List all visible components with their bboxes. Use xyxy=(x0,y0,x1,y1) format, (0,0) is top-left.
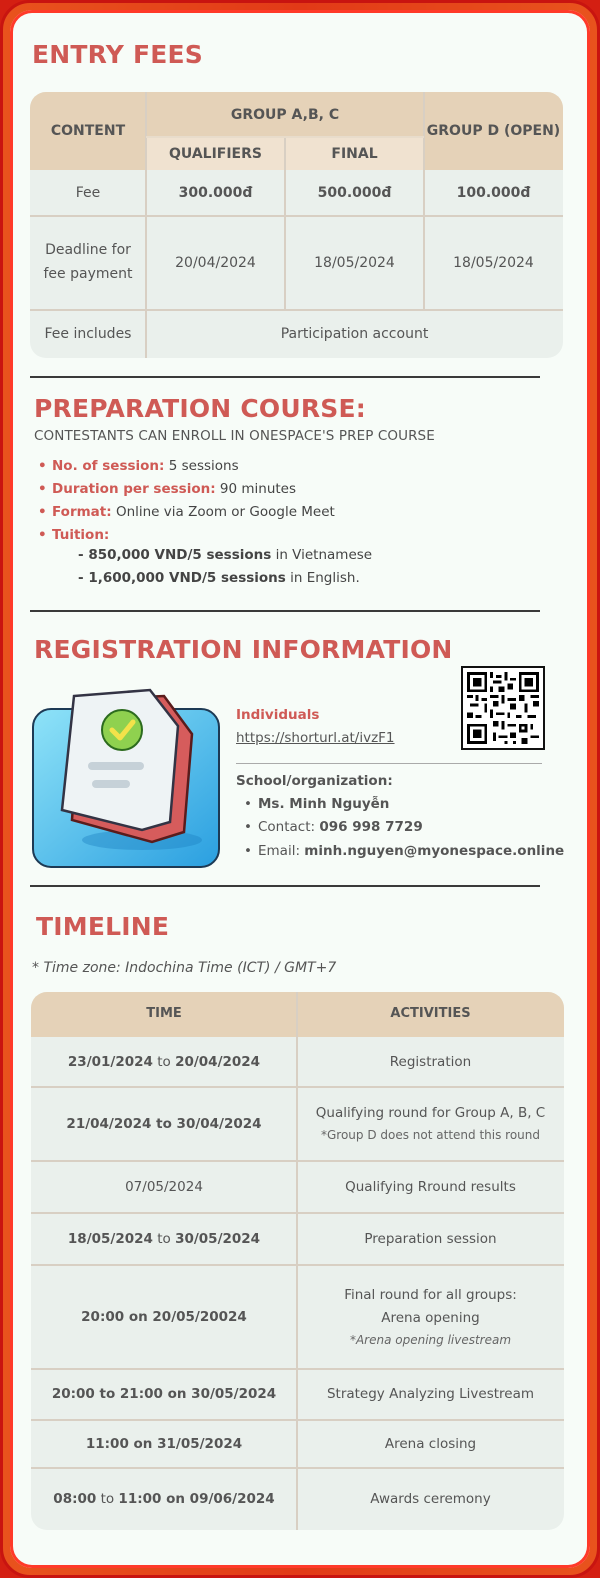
grid-line xyxy=(31,1212,564,1214)
timeline-table xyxy=(31,992,564,1530)
fee-qualifiers-value: 300.000đ xyxy=(178,185,253,201)
section-divider xyxy=(30,610,540,612)
table-row-activity: Arena closing xyxy=(384,1435,477,1452)
grid-line xyxy=(31,1368,564,1370)
col-header-final: FINAL xyxy=(285,137,424,170)
timeline-title: TIMELINE xyxy=(36,912,170,941)
prep-title: PREPARATION COURSE: xyxy=(34,394,366,423)
deadline-qualifiers-value: 20/04/2024 xyxy=(175,255,256,271)
includes-row-label: Fee includes xyxy=(44,326,132,342)
grid-line xyxy=(30,309,563,311)
grid-line xyxy=(31,1264,564,1266)
fee-group-d-value: 100.000đ xyxy=(456,185,531,201)
org-label: School/organization: xyxy=(236,773,393,789)
col-header-group-d: GROUP D (OPEN) xyxy=(424,92,563,170)
section-divider xyxy=(30,885,540,887)
qr-code[interactable] xyxy=(461,666,545,750)
registration-divider xyxy=(236,763,542,764)
table-row-time: 23/01/2024 to 20/04/2024 xyxy=(67,1053,261,1070)
grid-line xyxy=(284,137,286,310)
deadline-final-value: 18/05/2024 xyxy=(314,255,395,271)
entry-fee-table xyxy=(30,92,563,358)
list-item: • Format: Online via Zoom or Google Meet xyxy=(38,501,335,524)
grid-line xyxy=(145,92,147,358)
individuals-label: Individuals xyxy=(236,707,320,723)
col-header-qualifiers: QUALIFIERS xyxy=(146,137,285,170)
table-row-time: 08:00 to 11:00 on 09/06/2024 xyxy=(53,1490,275,1507)
content-card xyxy=(10,10,590,1568)
table-row-activity: Qualifying round for Group A, B, C *Group D does not attend this round xyxy=(315,1105,546,1143)
col-header-group-abc: GROUP A,B, C xyxy=(146,92,424,137)
registration-title: REGISTRATION INFORMATION xyxy=(34,635,453,664)
table-row-activity: Strategy Analyzing Livestream xyxy=(326,1386,535,1403)
timezone-note: * Time zone: Indochina Time (ICT) / GMT+7 xyxy=(32,960,337,976)
includes-row-value: Participation account xyxy=(280,326,429,342)
table-row-activity: Awards ceremony xyxy=(370,1490,491,1507)
qr-pattern-icon xyxy=(467,672,539,744)
contact-email[interactable]: • Email: minh.nguyen@myonespace.online xyxy=(244,843,564,859)
list-item: • No. of session: 5 sessions xyxy=(38,455,335,478)
list-item: • Duration per session: 90 minutes xyxy=(38,478,335,501)
tuition-vietnamese: - 850,000 VND/5 sessions in Vietnamese xyxy=(78,547,373,563)
section-divider xyxy=(30,376,540,378)
deadline-row-label xyxy=(30,216,146,310)
contact-phone: • Contact: 096 998 7729 xyxy=(244,819,423,835)
table-row-time: 07/05/2024 xyxy=(125,1178,203,1195)
list-item: • Tuition: xyxy=(38,524,335,547)
fee-row-label: Fee xyxy=(75,185,101,201)
table-row-activity: Final round for all groups: Arena opening *Arena opening livestream xyxy=(344,1286,517,1347)
grid-line xyxy=(423,92,425,310)
grid-line xyxy=(31,1467,564,1469)
table-row-activity: Preparation session xyxy=(364,1230,497,1247)
prep-subtitle: CONTESTANTS CAN ENROLL IN ONESPACE'S PREP COURSE xyxy=(34,428,435,444)
deadline-label-line1: Deadline for xyxy=(45,242,131,259)
grid-line xyxy=(31,1419,564,1421)
table-row-time: 20:00 to 21:00 on 30/05/2024 xyxy=(51,1386,277,1403)
deadline-group-d-value: 18/05/2024 xyxy=(453,255,534,271)
col-header-content: CONTENT xyxy=(30,92,146,170)
grid-line xyxy=(31,1160,564,1162)
grid-line xyxy=(296,992,298,1530)
fee-final-value: 500.000đ xyxy=(317,185,392,201)
deadline-label-line2: fee payment xyxy=(43,266,133,282)
table-row-time: 18/05/2024 to 30/05/2024 xyxy=(67,1230,261,1247)
tuition-english: - 1,600,000 VND/5 sessions in English. xyxy=(78,570,360,586)
individuals-link[interactable]: https://shorturl.at/ivzF1 xyxy=(236,730,395,746)
grid-line xyxy=(31,1086,564,1088)
col-header-time: TIME xyxy=(31,992,297,1037)
table-row-activity: Qualifying Rround results xyxy=(345,1178,516,1195)
registration-document-icon xyxy=(32,682,222,872)
entry-fees-title: ENTRY FEES xyxy=(32,40,203,69)
contact-name: • Ms. Minh Nguyễn xyxy=(244,796,389,812)
table-row-time: 20:00 on 20/05/20024 xyxy=(81,1308,247,1325)
col-header-activities: ACTIVITIES xyxy=(297,992,564,1037)
grid-line xyxy=(30,215,563,217)
table-row-activity: Registration xyxy=(389,1053,472,1070)
table-row-time: 11:00 on 31/05/2024 xyxy=(85,1435,243,1452)
prep-list xyxy=(38,455,335,547)
table-row-time: 21/04/2024 to 30/04/2024 xyxy=(66,1115,262,1132)
grid-line xyxy=(146,136,424,138)
